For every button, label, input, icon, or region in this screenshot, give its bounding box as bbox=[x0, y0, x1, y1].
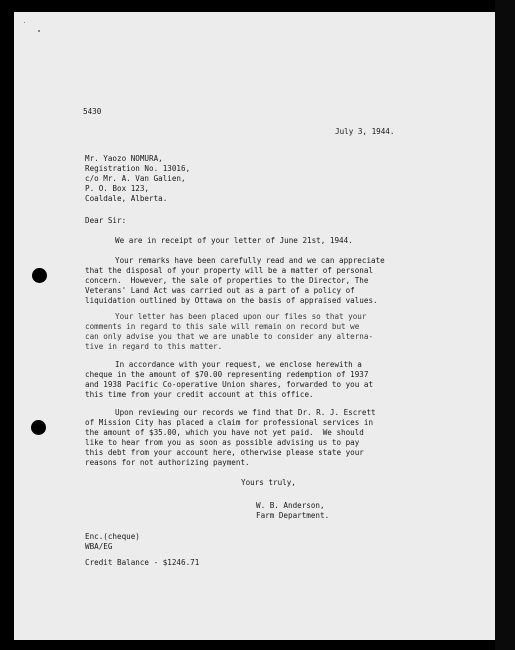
paragraph-line: that the disposal of your property will be a matter of personal bbox=[85, 266, 374, 275]
paragraph-line: In accordance with your request, we enclose herewith a bbox=[115, 360, 362, 369]
paragraph-line: liquidation outlined by Ottawa on the basis of appraised values. bbox=[85, 296, 378, 305]
paragraph-line: of Mission City has placed a claim for professional services in bbox=[85, 418, 374, 427]
salutation: Dear Sir: bbox=[85, 216, 127, 225]
paragraph-line: this time from your credit account at this office. bbox=[85, 390, 314, 399]
paper-speck bbox=[24, 22, 25, 23]
letter-page bbox=[14, 12, 495, 640]
paragraph-1: We are in receipt of your letter of June 21st, 1944. bbox=[115, 236, 353, 245]
closing: Yours truly, bbox=[241, 478, 296, 487]
paragraph-line: can only advise you that we are unable to consider any alterna- bbox=[85, 332, 374, 341]
address-line: c/o Mr. A. Van Galien, bbox=[85, 174, 186, 183]
letter-date: July 3, 1944. bbox=[335, 127, 395, 136]
address-line: Mr. Yaozo NOMURA, bbox=[85, 154, 163, 163]
reference-initials: WBA/EG bbox=[85, 542, 113, 551]
signatory-department: Farm Department. bbox=[256, 511, 330, 520]
paragraph-line: Upon reviewing our records we find that Dr. R. J. Escrett bbox=[115, 408, 376, 417]
address-line: Registration No. 13016, bbox=[85, 164, 191, 173]
paper-speck bbox=[38, 30, 40, 32]
paragraph-line: reasons for not authorizing payment. bbox=[85, 458, 250, 467]
signatory-name: W. B. Anderson, bbox=[256, 501, 325, 510]
paragraph-line: cheque in the amount of $70.00 representing redemption of 1937 bbox=[85, 370, 369, 379]
file-number: 5430 bbox=[83, 107, 102, 116]
address-line: P. O. Box 123, bbox=[85, 184, 150, 193]
paragraph-line: like to hear from you as soon as possible advising us to pay bbox=[85, 438, 360, 447]
paragraph-line: Veterans' Land Act was carried out as a part of a policy of bbox=[85, 286, 355, 295]
paragraph-line: Your letter has been placed upon our files so that your bbox=[115, 312, 367, 321]
scan-border bbox=[495, 0, 515, 650]
paragraph-line: comments in regard to this sale will remain on record but we bbox=[85, 322, 360, 331]
paragraph-line: the amount of $35.00, which you have not yet paid. We should bbox=[85, 428, 364, 437]
punch-hole bbox=[32, 268, 47, 283]
punch-hole bbox=[31, 420, 46, 435]
address-line: Coaldale, Alberta. bbox=[85, 194, 168, 203]
paragraph-line: Your remarks have been carefully read and we can appreciate bbox=[115, 256, 385, 265]
paragraph-line: and 1938 Pacific Co-operative Union shares, forwarded to you at bbox=[85, 380, 374, 389]
paragraph-line: concern. However, the sale of properties to the Director, The bbox=[85, 276, 369, 285]
paragraph-line: tive in regard to this matter. bbox=[85, 342, 223, 351]
enclosure-note: Enc.(cheque) bbox=[85, 532, 140, 541]
credit-balance: Credit Balance - $1246.71 bbox=[85, 558, 200, 567]
paragraph-line: this debt from your account here, otherwise please state your bbox=[85, 448, 364, 457]
